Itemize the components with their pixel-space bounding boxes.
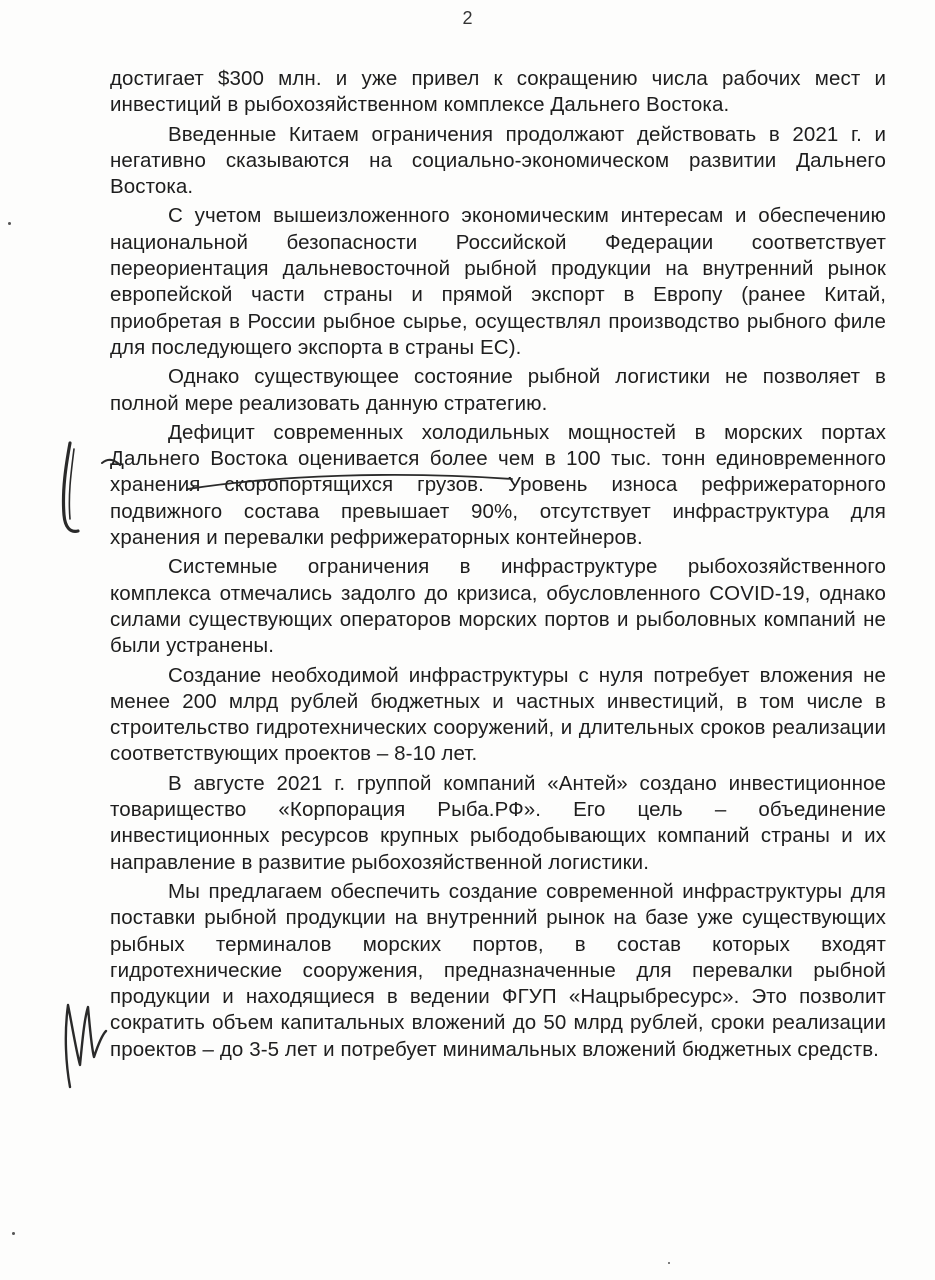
- scan-speck: [12, 1232, 15, 1235]
- page-number: 2: [462, 8, 473, 28]
- paragraph-8: В августе 2021 г. группой компаний «Антей» создано инвестиционное товарищество «Корпорация Рыба.РФ». Его цель – объединение инвестиционных ресурсов крупных рыбодобывающих компаний страны и их направление в развитие рыбохозяйственной логистики.: [110, 771, 886, 874]
- underline-stroke: [98, 455, 518, 495]
- margin-signature-mark: [52, 995, 112, 1095]
- scan-speck: [8, 222, 11, 225]
- paragraph-7: Создание необходимой инфраструктуры с нуля потребует вложения не менее 200 млрд рублей бюджетных и частных инвестиций, в том числе в строительство гидротехнических сооружений, и длительных сроков реализации соответствующих проектов – 8-10 лет.: [110, 663, 886, 766]
- scan-speck: [668, 1262, 670, 1264]
- document-body: [110, 66, 886, 1066]
- paragraph-6: Системные ограничения в инфраструктуре рыбохозяйственного комплекса отмечались задолго до кризиса, обусловленного COVID-19, однако силами существующих операторов морских портов и рыболовных компаний не были устранены.: [110, 555, 886, 658]
- paragraph-4: Однако существующее состояние рыбной логистики не позволяет в полной мере реализовать данную стратегию.: [110, 365, 886, 415]
- paragraph-2: Введенные Китаем ограничения продолжают действовать в 2021 г. и негативно сказываются на социально-экономическом развитии Дальнего Востока.: [110, 122, 886, 199]
- paragraph-3: С учетом вышеизложенного экономическим интересам и обеспечению национальной безопасности Российской Федерации соответствует переориентация дальневосточной рыбной продукции на внутренний рынок европейской части страны и прямой экспорт в Европу (ранее Китай, приобретая в России рыбное сырье, осуществлял производство рыбного филе для последующего экспорта в страны ЕС).: [110, 204, 886, 359]
- paragraph-9: Мы предлагаем обеспечить создание современной инфраструктуры для поставки рыбной продукции на внутренний рынок на базе уже существующих рыбных терминалов морских портов, в состав которых входят гидротехнические сооружения, предназначенные для перевалки рыбной продукции и находящиеся в ведении ФГУП «Нацрыбресурс». Это позволит сократить объем капитальных вложений до 50 млрд рублей, сроки реализации проектов – до 3-5 лет и потребует минимальных вложений бюджетных средств.: [110, 879, 886, 1061]
- paragraph-5: Дефицит современных холодильных мощностей в морских портах Дальнего Востока оценивается более чем в 100 тыс. тонн единовременного хранения скоропортящихся грузов. Уровень износа рефрижераторного подвижного состава превышает 90%, отсутствует инфраструктура для хранения и перевалки рефрижераторных контейнеров.: [110, 420, 886, 550]
- paragraph-1: достигает $300 млн. и уже привел к сокращению числа рабочих мест и инвестиций в рыбохозяйственном комплексе Дальнего Востока.: [110, 67, 886, 117]
